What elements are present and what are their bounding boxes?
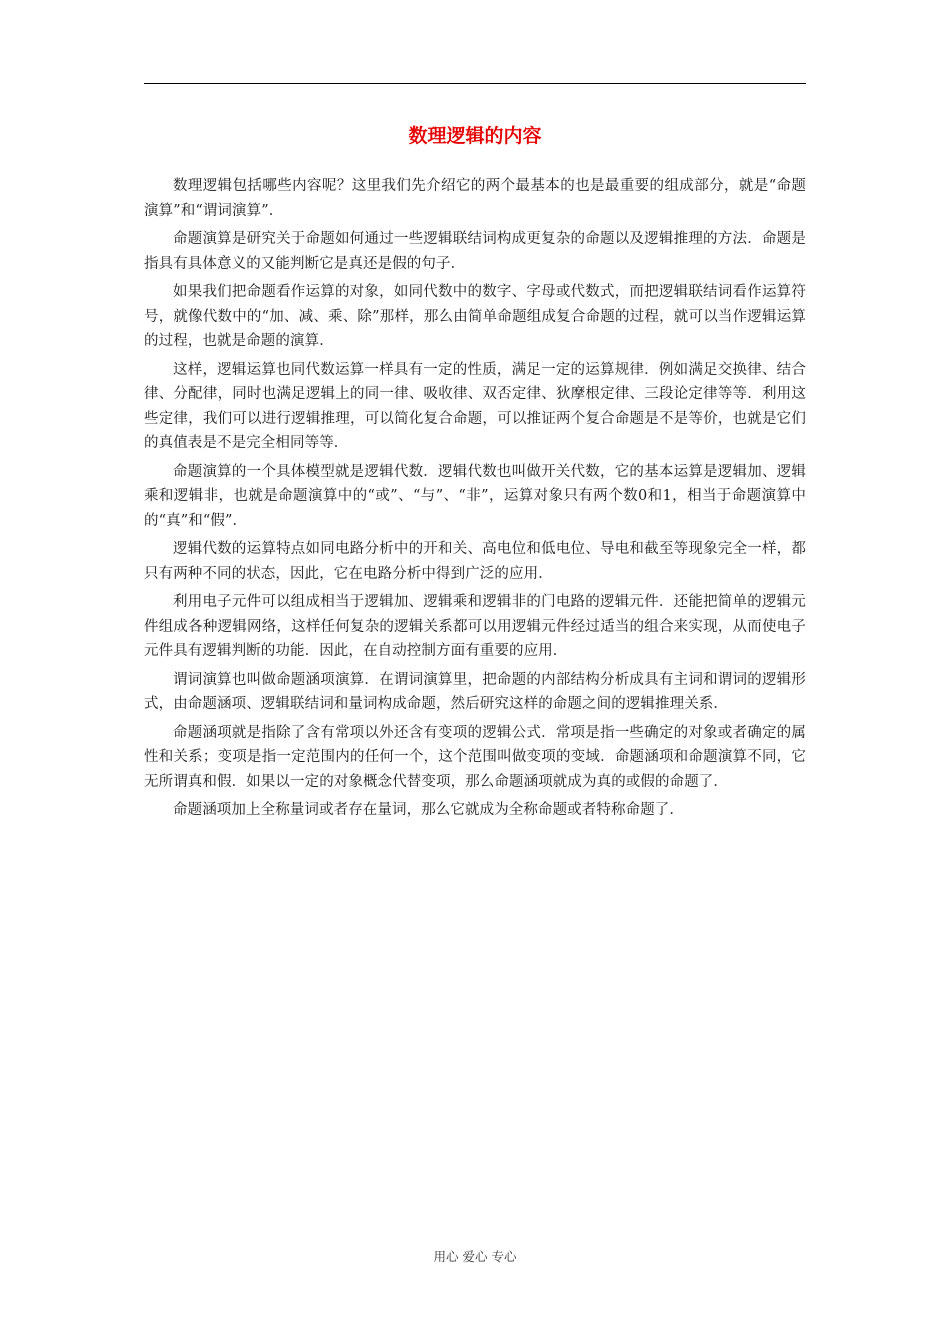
paragraph: 逻辑代数的运算特点如同电路分析中的开和关、高电位和低电位、导电和截至等现象完全一样，都只有两种不同的状态，因此，它在电路分析中得到广泛的应用． [144,541,806,582]
paragraph: 命题演算是研究关于命题如何通过一些逻辑联结词构成更复杂的命题以及逻辑推理的方法．命题是指具有具体意义的又能判断它是真还是假的句子． [144,231,806,272]
paragraph: 如果我们把命题看作运算的对象，如同代数中的数字、字母或代数式，而把逻辑联结词看作运算符号，就像代数中的“加、减、乘、除”那样，那么由简单命题组成复合命题的过程，就可以当作逻辑运算的过程，也就是命题的演算． [144,284,806,349]
paragraph: 谓词演算也叫做命题涵项演算．在谓词演算里，把命题的内部结构分析成具有主词和谓词的逻辑形式，由命题涵项、逻辑联结词和量词构成命题，然后研究这样的命题之间的逻辑推理关系． [144,671,806,712]
document-body [144,174,806,827]
header-rule [144,83,806,84]
paragraph: 这样，逻辑运算也同代数运算一样具有一定的性质，满足一定的运算规律．例如满足交换律、结合律、分配律，同时也满足逻辑上的同一律、吸收律、双否定律、狄摩根定律、三段论定律等等．利用这些定律，我们可以进行逻辑推理，可以简化复合命题，可以推证两个复合命题是不是等价，也就是它们的真值表是不是完全相同等等． [144,361,806,451]
paragraph: 利用电子元件可以组成相当于逻辑加、逻辑乘和逻辑非的门电路的逻辑元件．还能把简单的逻辑元件组成各种逻辑网络，这样任何复杂的逻辑关系都可以用逻辑元件经过适当的组合来实现，从而使电子元件具有逻辑判断的功能．因此，在自动控制方面有重要的应用． [144,594,806,659]
paragraph: 数理逻辑包括哪些内容呢？这里我们先介绍它的两个最基本的也是最重要的组成部分，就是“命题演算”和“谓词演算”． [144,178,806,219]
paragraph: 命题涵项就是指除了含有常项以外还含有变项的逻辑公式．常项是指一些确定的对象或者确定的属性和关系；变项是指一定范围内的任何一个，这个范围叫做变项的变域．命题涵项和命题演算不同，它无所谓真和假．如果以一定的对象概念代替变项，那么命题涵项就成为真的或假的命题了． [144,724,806,790]
paragraph: 命题演算的一个具体模型就是逻辑代数．逻辑代数也叫做开关代数，它的基本运算是逻辑加、逻辑乘和逻辑非，也就是命题演算中的“或”、“与”、“非”，运算对象只有两个数0和1，相当于命题演算中的“真”和“假”． [144,463,806,529]
page-footer: 用心 爱心 专心 [433,1249,517,1264]
paragraph: 命题涵项加上全称量词或者存在量词，那么它就成为全称命题或者特称命题了． [173,802,684,818]
document-title: 数理逻辑的内容 [408,125,542,147]
